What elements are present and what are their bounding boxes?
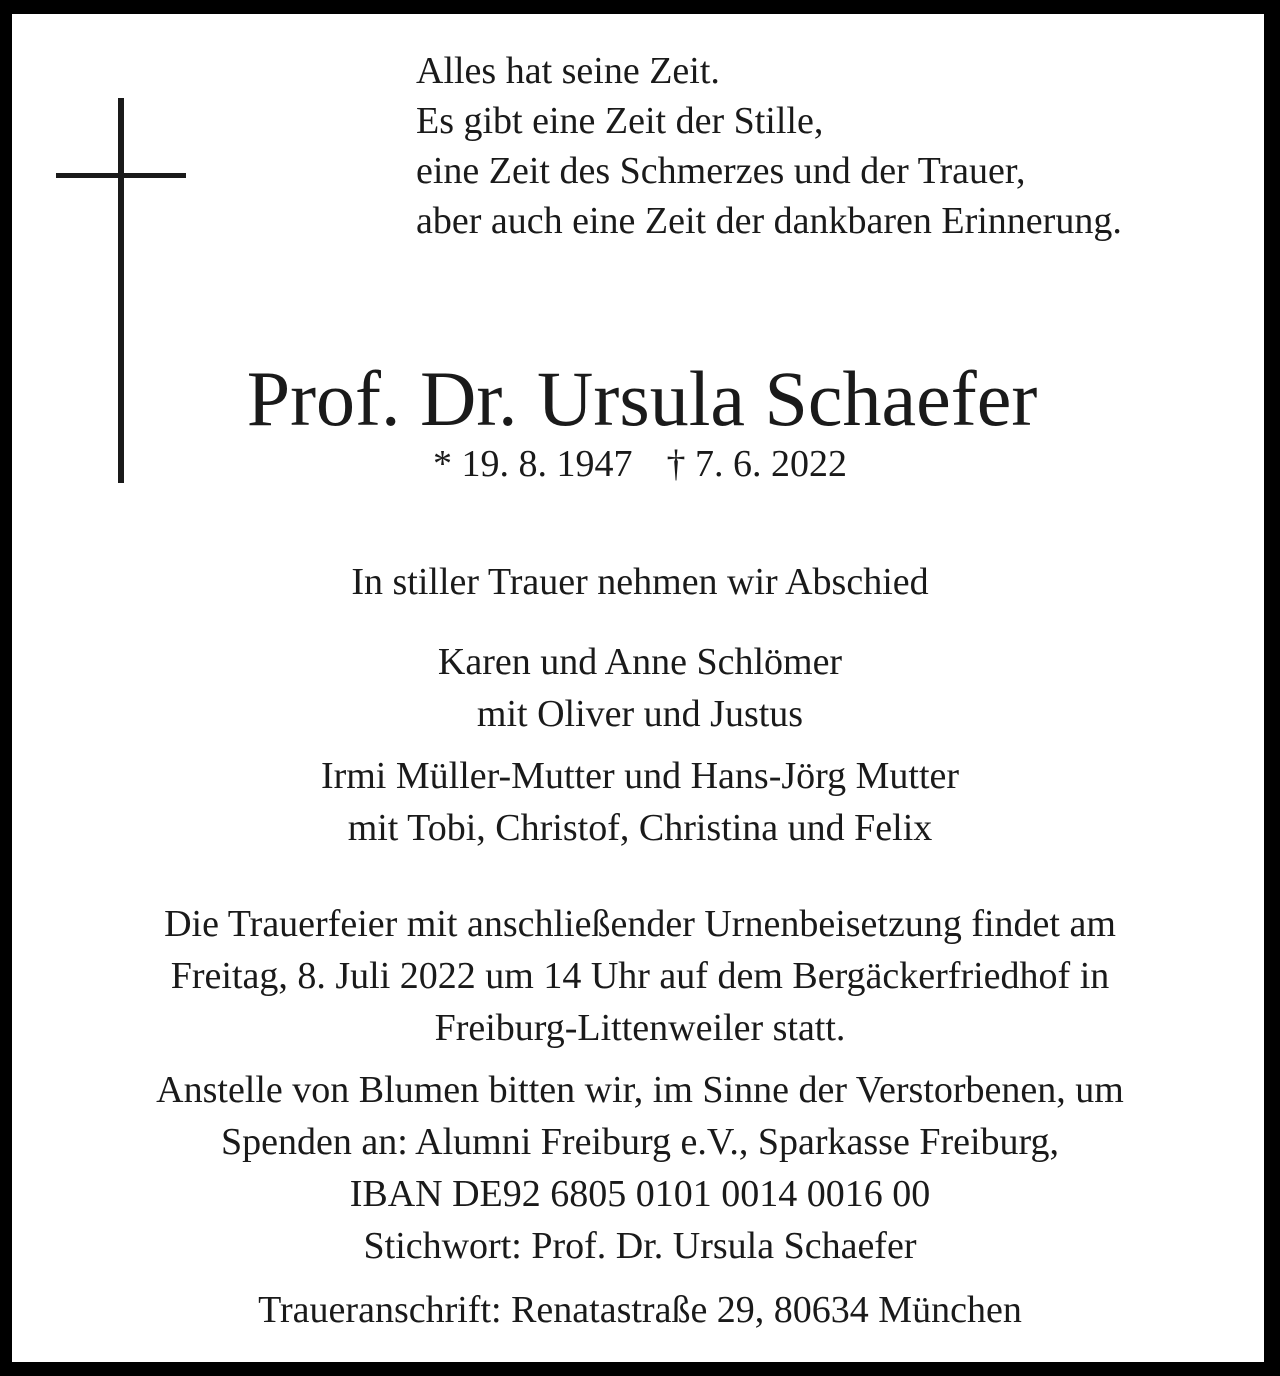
mourner-line: Karen und Anne Schlömer	[437, 641, 843, 683]
ceremony-line: Freitag, 8. Juli 2022 um 14 Uhr auf dem Bergäckerfriedhof in	[170, 955, 1110, 997]
mourner-group	[12, 636, 1268, 740]
farewell-line	[12, 556, 1268, 608]
ceremony-line: Freiburg-Littenweiler statt.	[434, 1007, 846, 1049]
birth-date: * 19. 8. 1947	[433, 443, 633, 485]
cross-horizontal-bar	[56, 173, 186, 178]
donation-line: Anstelle von Blumen bitten wir, im Sinne der Verstorbenen, um	[156, 1069, 1124, 1111]
mourner-line: mit Tobi, Christof, Christina und Felix	[347, 807, 933, 849]
verse-line: Alles hat seine Zeit.	[416, 50, 720, 92]
mourner-line: Irmi Müller-Mutter und Hans-Jörg Mutter	[320, 755, 960, 797]
address-text: Traueranschrift: Renatastraße 29, 80634 München	[258, 1289, 1022, 1331]
mourner-group	[12, 750, 1268, 854]
verse-line: eine Zeit des Schmerzes und der Trauer,	[416, 150, 1026, 192]
donation-info	[12, 1064, 1268, 1272]
mourner-line: mit Oliver und Justus	[476, 693, 804, 735]
verse-block	[416, 46, 1122, 246]
verse-line: aber auch eine Zeit der dankbaren Erinnerung.	[416, 200, 1122, 242]
verse-line: Es gibt eine Zeit der Stille,	[416, 100, 824, 142]
ceremony-line: Die Trauerfeier mit anschließender Urnenbeisetzung findet am	[164, 903, 1116, 945]
ceremony-info	[12, 898, 1268, 1054]
iban-line: IBAN DE92 6805 0101 0014 0016 00	[349, 1173, 931, 1215]
keyword-line: Stichwort: Prof. Dr. Ursula Schaefer	[363, 1225, 917, 1267]
death-date: † 7. 6. 2022	[666, 443, 847, 485]
obituary-notice	[12, 14, 1264, 1362]
life-dates	[12, 439, 1268, 489]
farewell-text: In stiller Trauer nehmen wir Abschied	[351, 561, 929, 603]
mourning-address	[12, 1284, 1268, 1336]
donation-line: Spenden an: Alumni Freiburg e.V., Sparkasse Freiburg,	[220, 1121, 1060, 1163]
deceased-name: Prof. Dr. Ursula Schaefer	[246, 355, 1038, 442]
